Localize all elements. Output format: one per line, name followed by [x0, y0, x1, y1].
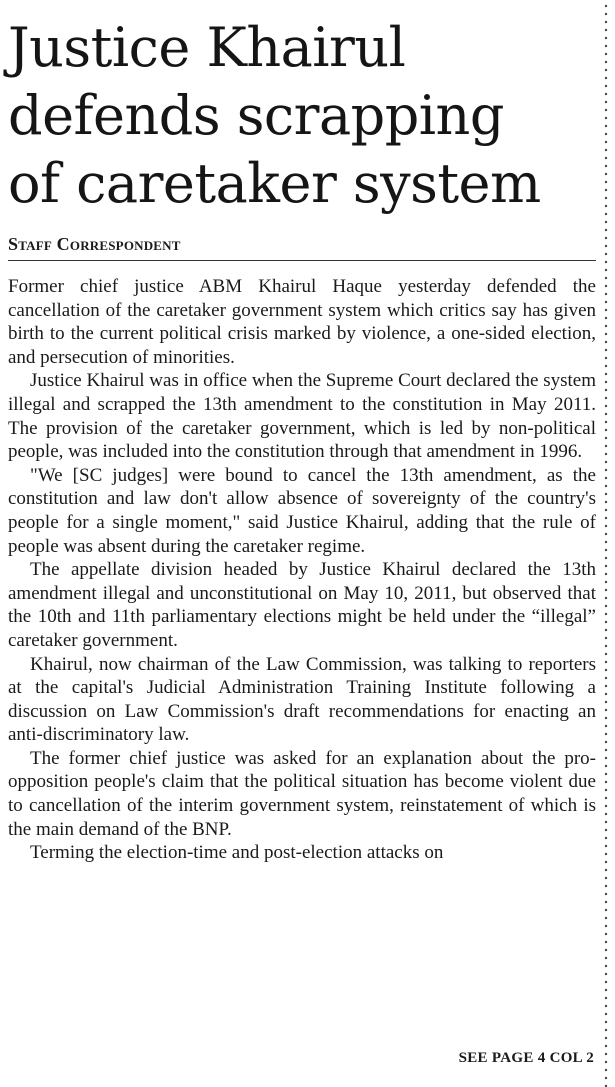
- headline-line-1: Justice Khairul: [8, 16, 406, 79]
- paragraph: "We [SC judges] were bound to cancel the 13th amendment, as the constitution and law don't allow absence of sovereignty of the country's people for a single moment," said Justice Khairul, adding that the rule of people was absent during the caretaker regime.: [8, 464, 596, 557]
- continued-on-page-line: SEE PAGE 4 COL 2: [458, 1050, 594, 1066]
- headline-line-2: defends scrapping: [8, 84, 504, 147]
- headline-line-3: of caretaker system: [8, 152, 541, 215]
- byline: [8, 234, 596, 261]
- article-body: [8, 275, 596, 865]
- headline: [8, 0, 596, 218]
- article: [8, 0, 596, 1087]
- column-dotted-rule: [603, 0, 609, 1087]
- byline-text: Staff Correspondent: [8, 234, 181, 254]
- paragraph: Justice Khairul was in office when the Supreme Court declared the system illegal and scrapped the 13th amendment to the constitution in May 2011. The provision of the caretaker government, which is led by non-political people, was included into the constitution through that amendment in 1996.: [8, 370, 596, 463]
- paragraph: The former chief justice was asked for an explanation about the pro-opposition people's claim that the political situation has become violent due to cancellation of the interim government system, reinstatement of which is the main demand of the BNP.: [8, 747, 596, 840]
- paragraph: Former chief justice ABM Khairul Haque yesterday defended the cancellation of the caretaker government system which critics say has given birth to the current political crisis marked by violence, a one-sided election, and persecution of minorities.: [8, 276, 596, 368]
- paragraph: The appellate division headed by Justice Khairul declared the 13th amendment illegal and unconstitutional on May 10, 2011, but observed that the 10th and 11th parliamentary elections might be held under the “illegal” caretaker government.: [8, 559, 596, 651]
- paragraph: Khairul, now chairman of the Law Commission, was talking to reporters at the capital's Judicial Administration Training Institute following a discussion on Law Commission's draft recommendations for enacting an anti-discriminatory law.: [8, 653, 596, 746]
- paragraph: Terming the election-time and post-election attacks on: [30, 842, 444, 864]
